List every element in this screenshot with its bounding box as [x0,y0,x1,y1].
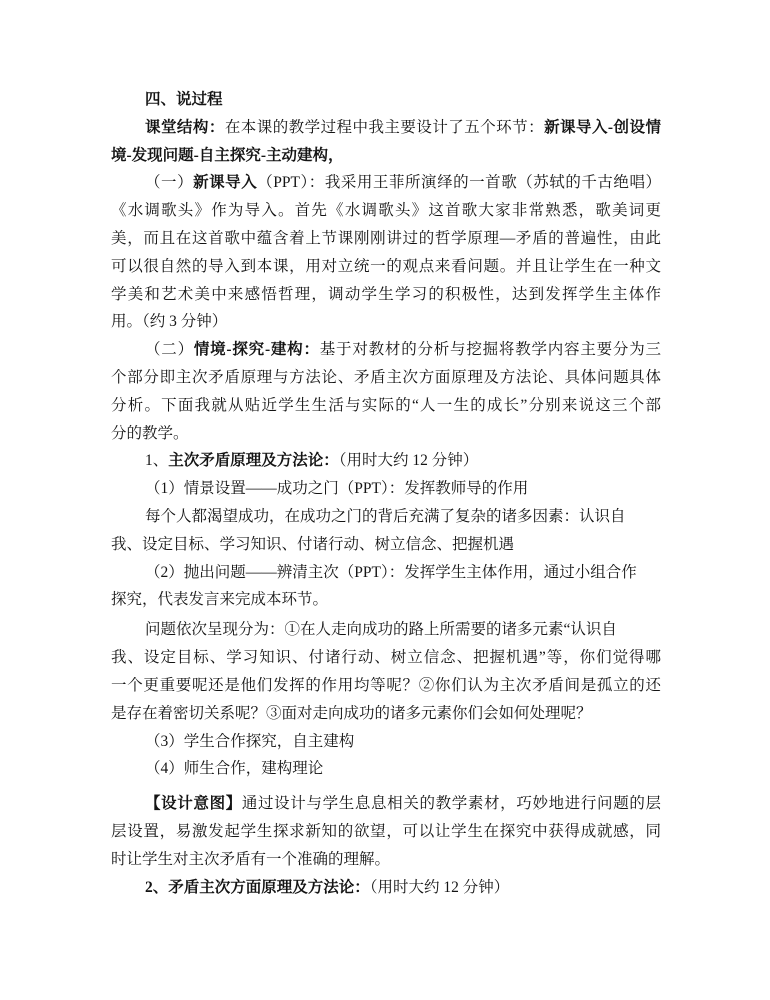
bold-label: 课堂结构： [145,119,225,136]
text-line [111,535,661,555]
line-text: （一） [145,174,194,191]
text-line [111,312,661,332]
line-text: （用时大约 12 分钟） [369,879,510,896]
line-text: 个部分即主次矛盾原理与方法论、矛盾主次方面原理及方法论、具体问题具体 [111,369,661,386]
text-line [145,732,661,752]
section-heading [145,90,661,110]
line-text: 学美和艺术美中来感悟哲理，调动学生学习的积极性，达到发挥学生主体作 [111,286,661,303]
text-line [145,507,661,527]
bold-label: 主次矛盾原理及方法论： [168,452,339,469]
line-text: 用。（约 3 分钟） [111,313,228,330]
text-line [145,794,661,814]
line-text: （4）师生合作，建构理论 [145,760,324,777]
line-text: 我、设定目标、学习知识、付诸行动、树立信念、把握机遇”等，你们觉得哪 [111,649,661,666]
bold-label: 2、矛盾主次方面原理及方法论： [145,879,370,896]
text-line [111,201,661,221]
text-line [145,479,661,499]
text-line [111,648,661,668]
heading-text: 四、说过程 [145,91,223,108]
line-text: 每个人都渴望成功，在成功之门的背后充满了复杂的诸多因素：认识自 [145,508,626,525]
text-line [111,146,661,166]
line-text: （1）情景设置——成功之门（PPT）：发挥教师导的作用 [145,480,529,497]
text-line [111,590,661,610]
text-line [111,704,661,724]
text-line [111,676,661,696]
text-line [111,257,661,277]
line-text: 问题依次呈现分为：①在人走向成功的路上所需要的诸多元素“认识自 [145,621,617,638]
text-line [145,759,661,779]
bold-text: 境-发现问题-自主探究-主动建构， [111,147,344,164]
line-text: 1、 [145,452,169,469]
text-line [111,424,661,444]
text-line [111,850,661,870]
text-line [145,118,661,138]
line-text: 可以很自然的导入到本课，用对立统一的观点来看问题。并且让学生在一种文 [111,258,661,275]
subsection-heading [145,878,661,898]
text-line [111,822,661,842]
text-line [145,340,661,360]
line-text: 层设置，易激发起学生探求新知的欲望，可以让学生在探究中获得成就感，同 [111,823,661,840]
text-line [111,229,661,249]
line-text: 美，而且在这首歌中蕴含着上节课刚刚讲过的哲学原理—矛盾的普遍性，由此 [111,230,661,247]
text-line [111,368,661,388]
line-text: （二） [145,341,194,358]
line-text: 通过设计与学生息息相关的教学素材，巧妙地进行问题的层 [241,795,661,812]
line-text: （2）抛出问题——辨清主次（PPT）：发挥学生主体作用，通过小组合作 [145,564,637,581]
bold-label: 【设计意图】 [145,795,242,812]
line-text: 一个更重要呢还是他们发挥的作用均等呢？②你们认为主次矛盾间是孤立的还 [111,677,661,694]
line-text: 《水调歌头》作为导入。首先《水调歌头》这首歌大家非常熟悉，歌美词更 [111,202,661,219]
line-text: （PPT）：我采用王菲所演绎的一首歌（苏轼的千古绝唱） [257,174,661,191]
line-text: 我、设定目标、学习知识、付诸行动、树立信念、把握机遇 [111,536,515,553]
text-line [145,620,661,640]
bold-label: 新课导入 [193,174,258,191]
line-text: 是存在着密切关系呢？③面对走向成功的诸多元素你们会如何处理呢？ [111,705,592,722]
bold-text: 新课导入-创设情 [544,119,661,136]
subsection-heading [145,451,661,471]
text-line [111,396,661,416]
text-line [111,285,661,305]
line-text: 基于对教材的分析与挖掘将教学内容主要分为三 [319,341,661,358]
line-text: 在本课的教学过程中我主要设计了五个环节： [224,119,545,136]
text-line [145,173,661,193]
line-text: 时让学生对主次矛盾有一个准确的理解。 [111,851,391,868]
text-line [145,563,661,583]
bold-label: 情境-探究-建构： [193,341,320,358]
line-text: 探究，代表发言来完成本环节。 [111,591,329,608]
line-text: （3）学生合作探究，自主建构 [145,733,355,750]
line-text: 分析。下面我就从贴近学生生活与实际的“人一生的成长”分别来说这三个部 [111,397,661,414]
line-text: 分的教学。 [111,425,189,442]
line-text: （用时大约 12 分钟） [338,452,479,469]
